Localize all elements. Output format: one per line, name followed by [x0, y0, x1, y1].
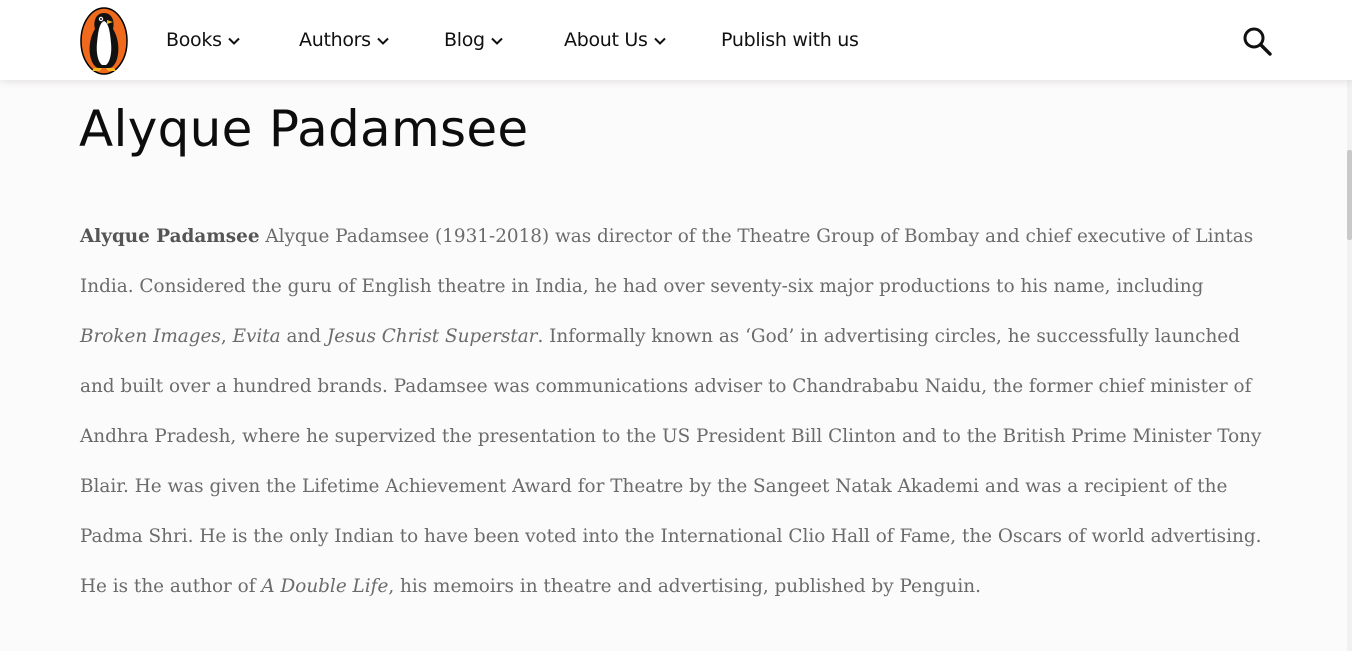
bio-text-part3-start: He is the author of: [80, 576, 262, 597]
nav-blog-label: Blog: [444, 29, 485, 51]
bio-work-broken-images: Broken Images: [80, 326, 221, 347]
nav-books-label: Books: [166, 29, 222, 51]
bio-work-a-double-life: A Double Life: [261, 576, 389, 597]
bio-text-part3-end: , his memoirs in theatre and advertising, published by Penguin.: [388, 576, 981, 597]
bio-lead-name: Alyque Padamsee: [80, 226, 260, 247]
bio-work-jesus-christ-superstar: Jesus Christ Superstar: [326, 326, 538, 347]
nav-about-us[interactable]: [564, 26, 666, 54]
bio-text-part1: Alyque Padamsee (1931-2018) was director of the Theatre Group of Bombay and chief executive of Lintas India. Considered the guru of English theatre in India, he had over seventy-six major productions to his name, including: [80, 226, 1254, 297]
chevron-down-icon: [491, 37, 503, 45]
nav-books[interactable]: [166, 26, 240, 54]
nav-publish-with-us[interactable]: [721, 26, 859, 54]
page-title: Alyque Padamsee: [79, 100, 529, 158]
page-scrollbar[interactable]: [1347, 80, 1352, 651]
author-bio: [80, 212, 1275, 612]
top-navbar: [0, 0, 1352, 80]
nav-about-us-label: About Us: [564, 29, 648, 51]
bio-text-part2: . Informally known as ‘God’ in advertising circles, he successfully launched and built over a hundred brands. Padamsee was communications adviser to Chandrababu Naidu, the former chief minister of Andhra Pradesh, where he supervized the presentation to the US President Bill Clinton and to the British Prime Minister Tony Blair. He was given the Lifetime Achievement Award for Theatre by the Sangeet Natak Akademi and was a recipient of the Padma Shri. He is the only Indian to have been voted into the International Clio Hall of Fame, the Oscars of world advertising.: [80, 326, 1262, 547]
search-icon[interactable]: [1242, 26, 1272, 56]
bio-separator: and: [280, 326, 327, 347]
scrollbar-thumb[interactable]: [1347, 150, 1352, 240]
penguin-logo-icon[interactable]: [80, 7, 128, 75]
bio-work-evita: Evita: [232, 326, 281, 347]
chevron-down-icon: [377, 37, 389, 45]
nav-blog[interactable]: [444, 26, 503, 54]
chevron-down-icon: [228, 37, 240, 45]
bio-separator: ,: [220, 326, 233, 347]
nav-authors[interactable]: [299, 26, 389, 54]
nav-publish-with-us-label: Publish with us: [721, 29, 859, 51]
nav-authors-label: Authors: [299, 29, 371, 51]
chevron-down-icon: [654, 37, 666, 45]
